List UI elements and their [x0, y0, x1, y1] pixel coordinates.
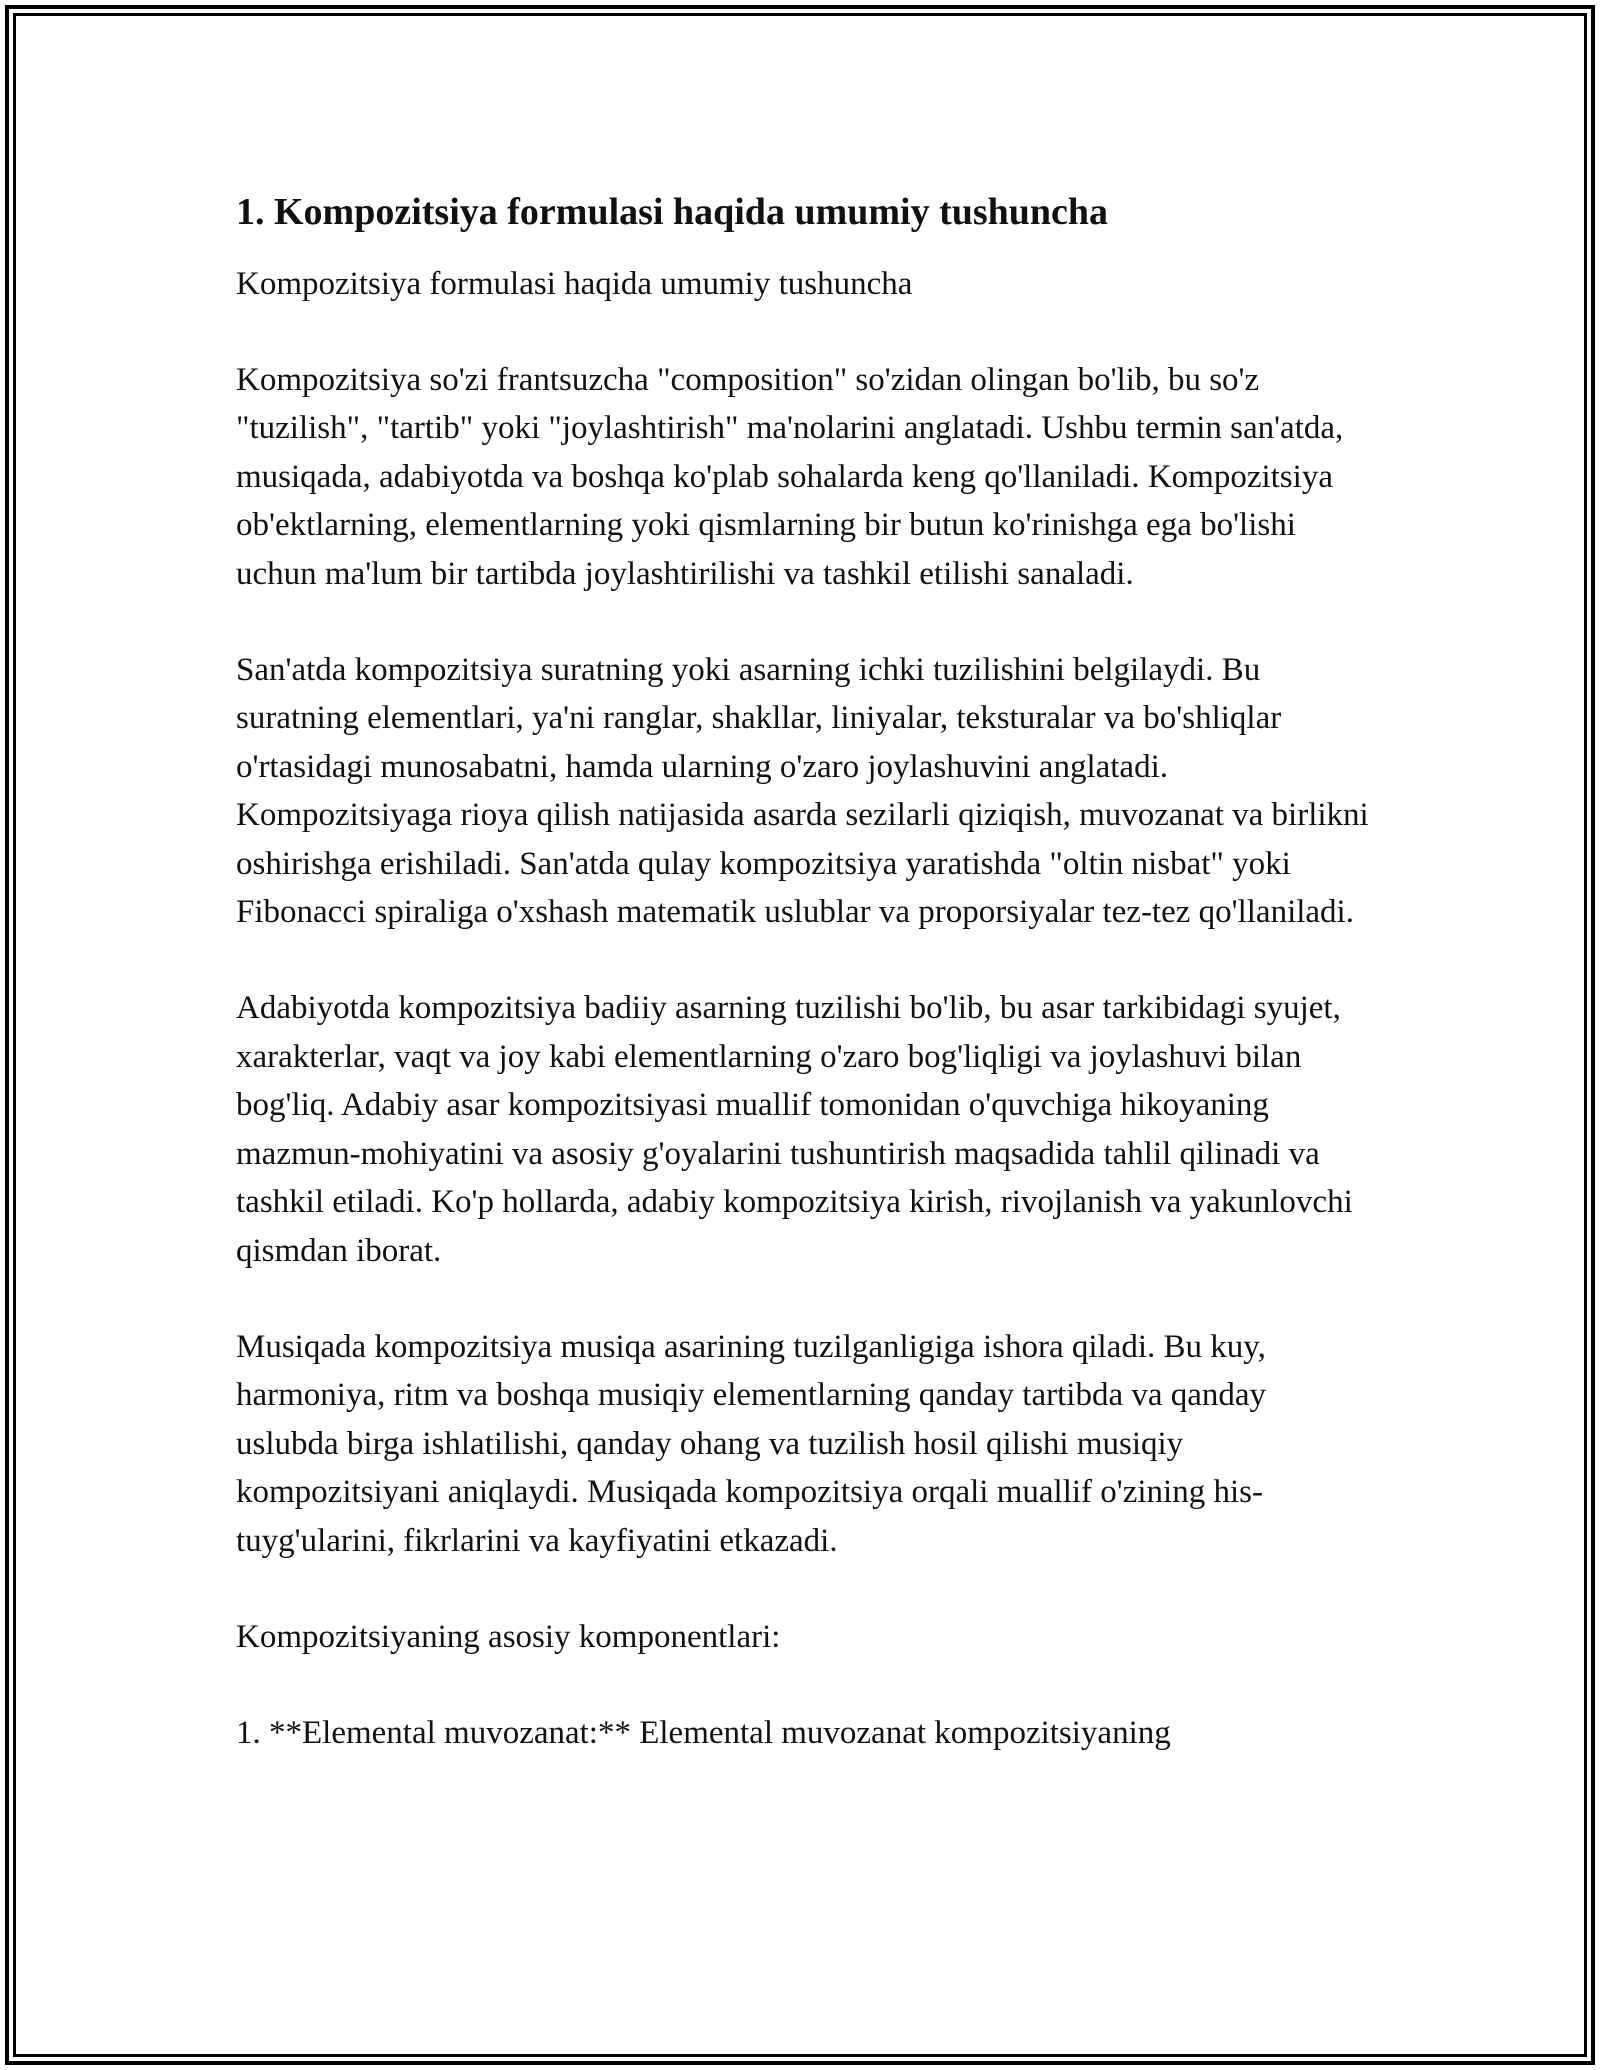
paragraph-music: Musiqada kompozitsiya musiqa asarining tuzilganligiga ishora qiladi. Bu kuy, harmoniya, ritm va boshqa musiqiy elementlarning qanday tartibda va qanday uslubda birga ishlatilishi, qanday ohang va tuzilish hosil qilishi musiqiy kompozitsiyani aniqlaydi. Musiqada kompozitsiya orqali muallif o'zining his-tuyg'ularini, fikrlarini va kayfiyatini etkazadi.	[236, 1328, 1267, 1559]
paragraph-art: San'atda kompozitsiya suratning yoki asarning ichki tuzilishini belgilaydi. Bu suratning elementlari, ya'ni ranglar, shakllar, liniyalar, teksturalar va bo'shliqlar o'rtasidagi munosabatni, hamda ularning o'zaro joylashuvini anglatadi. Kompozitsiyaga rioya qilish natijasida asarda sezilarli qiziqish, muvozanat va birlikni oshirishga erishiladi. San'atda qulay kompozitsiya yaratishda "oltin nisbat" yoki Fibonacci spiraliga o'xshash matematik uslublar va proporsiyalar tez-tez qo'llaniladi.	[236, 652, 1369, 931]
paragraph-etymology: Kompozitsiya so'zi frantsuzcha "composition" so'zidan olingan bo'lib, bu so'z "tuzilish", "tartib" yoki "joylashtirish" ma'nolarini anglatadi. Ushbu termin san'atda, musiqada, adabiyotda va boshqa ko'plab sohalarda keng qo'llaniladi. Kompozitsiya ob'ektlarning, elementlarning yoki qismlarning bir butun ko'rinishga ega bo'lishi uchun ma'lum bir tartibda joylashtirilishi va tashkil etilishi sanaladi.	[236, 362, 1344, 592]
document-heading: 1. Kompozitsiya formulasi haqida umumiy tushuncha	[236, 191, 1109, 233]
paragraph-literature: Adabiyotda kompozitsiya badiiy asarning tuzilishi bo'lib, bu asar tarkibidagi syujet, xarakterlar, vaqt va joy kabi elementlarning o'zaro bog'liqligi va joylashuvi bilan bog'liq. Adabiy asar kompozitsiyasi muallif tomonidan o'quvchiga hikoyaning mazmun-mohiyatini va asosiy g'oyalarini tushuntirish maqsadida tahlil qilinadi va tashkil etiladi. Ko'p hollarda, adabiy kompozitsiya kirish, rivojlanish va yakunlovchi qismdan iborat.	[236, 990, 1353, 1269]
list-item-elemental-balance: 1. **Elemental muvozanat:** Elemental muvozanat kompozitsiyaning	[236, 1715, 1171, 1752]
paragraph-components-intro: Kompozitsiyaning asosiy komponentlari:	[236, 1618, 781, 1655]
document-body	[236, 184, 1376, 1758]
document-subtitle: Kompozitsiya formulasi haqida umumiy tushuncha	[236, 266, 913, 302]
